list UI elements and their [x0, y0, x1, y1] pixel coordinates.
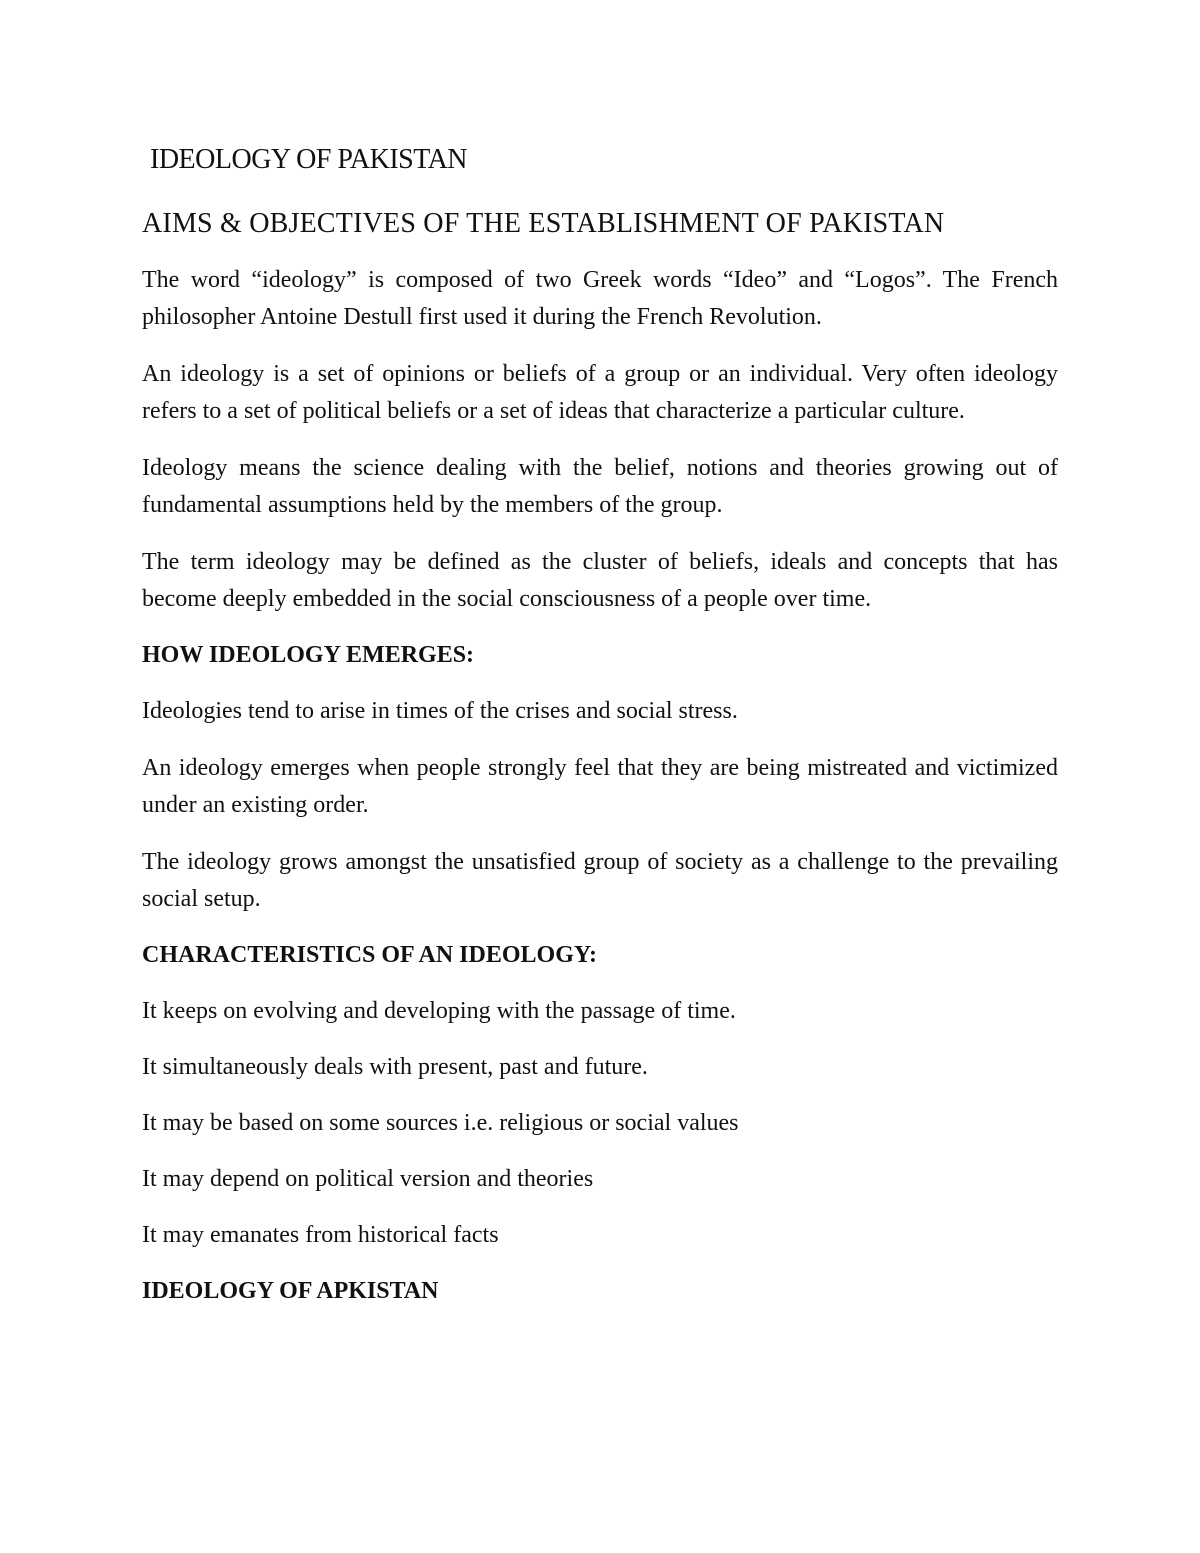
- emerges-paragraph: An ideology emerges when people strongly feel that they are being mistreated and victimized under an existing order.: [142, 755, 1058, 818]
- document-subtitle: AIMS & OBJECTIVES OF THE ESTABLISHMENT OF PAKISTAN: [142, 208, 945, 239]
- intro-paragraph: An ideology is a set of opinions or beliefs of a group or an individual. Very often ideology refers to a set of political beliefs or a set of ideas that characterize a particular culture.: [142, 361, 1058, 424]
- section-heading-emerges: HOW IDEOLOGY EMERGES:: [142, 642, 475, 668]
- characteristic-item: It may emanates from historical facts: [142, 1222, 499, 1248]
- section-heading-final: IDEOLOGY OF APKISTAN: [142, 1278, 439, 1304]
- intro-paragraph: The word “ideology” is composed of two Greek words “Ideo” and “Logos”. The French philosopher Antoine Destull first used it during the French Revolution.: [142, 267, 1058, 330]
- emerges-paragraph: Ideologies tend to arise in times of the crises and social stress.: [142, 698, 738, 724]
- characteristic-item: It keeps on evolving and developing with the passage of time.: [142, 998, 736, 1024]
- characteristic-item: It simultaneously deals with present, past and future.: [142, 1054, 648, 1080]
- intro-paragraph: Ideology means the science dealing with the belief, notions and theories growing out of fundamental assumptions held by the members of the group.: [142, 455, 1058, 518]
- characteristic-item: It may be based on some sources i.e. religious or social values: [142, 1110, 739, 1136]
- characteristic-item: It may depend on political version and theories: [142, 1166, 594, 1192]
- emerges-paragraph: The ideology grows amongst the unsatisfied group of society as a challenge to the prevailing social setup.: [142, 849, 1058, 912]
- document-body: [142, 140, 1058, 1310]
- section-heading-characteristics: CHARACTERISTICS OF AN IDEOLOGY:: [142, 942, 597, 968]
- document-title: IDEOLOGY OF PAKISTAN: [150, 144, 468, 175]
- intro-paragraph: The term ideology may be defined as the cluster of beliefs, ideals and concepts that has become deeply embedded in the social consciousness of a people over time.: [142, 549, 1058, 612]
